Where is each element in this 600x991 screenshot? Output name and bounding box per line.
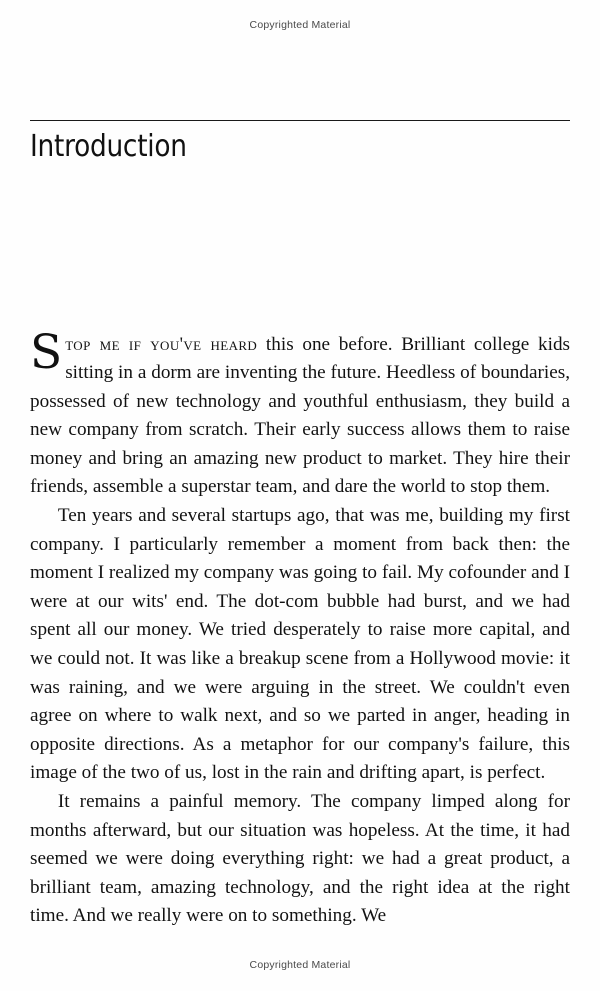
paragraph-1-text: this one before. Brilliant college kids sitting in a dorm are inventing the future. Heedless of boundaries, possessed of new technology and youthful enthusiasm, they build a new company from scratch. Their early success allows them to raise money and bring an amazing new product to market. They hire their friends, assemble a superstar team, and dare the world to stop them.	[30, 333, 571, 498]
paragraph-1	[30, 324, 571, 503]
body-text	[30, 324, 571, 931]
page-content	[30, 120, 570, 931]
title-divider	[30, 120, 570, 121]
drop-cap: S	[30, 324, 63, 380]
paragraph-2: Ten years and several startups ago, that was me, building my first company. I particularly remember a moment from back then: the moment I realized my company was going to fail. My cofounder and I were at our wits' end. The dot-com bubble had burst, and we had spent all our money. We tried desperately to raise more capital, and we could not. It was like a breakup scene from a Hollywood movie: it was raining, and we were arguing in the street. We couldn't even agree on where to walk next, and so we parted in anger, heading in opposite directions. As a metaphor for our company's failure, this image of the two of us, lost in the rain and drifting apart, is perfect.	[30, 505, 570, 784]
chapter-title: Introduction	[30, 129, 187, 164]
copyright-watermark-bottom: Copyrighted Material	[249, 959, 351, 971]
paragraph-3: It remains a painful memory. The company limped along for months afterward, but our situation was hopeless. At the time, it had seemed we were doing everything right: we had a great product, a brilliant team, amazing technology, and the right idea at the right time. And we really were on to something. We	[30, 791, 570, 927]
lead-small-caps: top me if you've heard	[65, 333, 258, 355]
copyright-watermark-top: Copyrighted Material	[249, 19, 351, 31]
